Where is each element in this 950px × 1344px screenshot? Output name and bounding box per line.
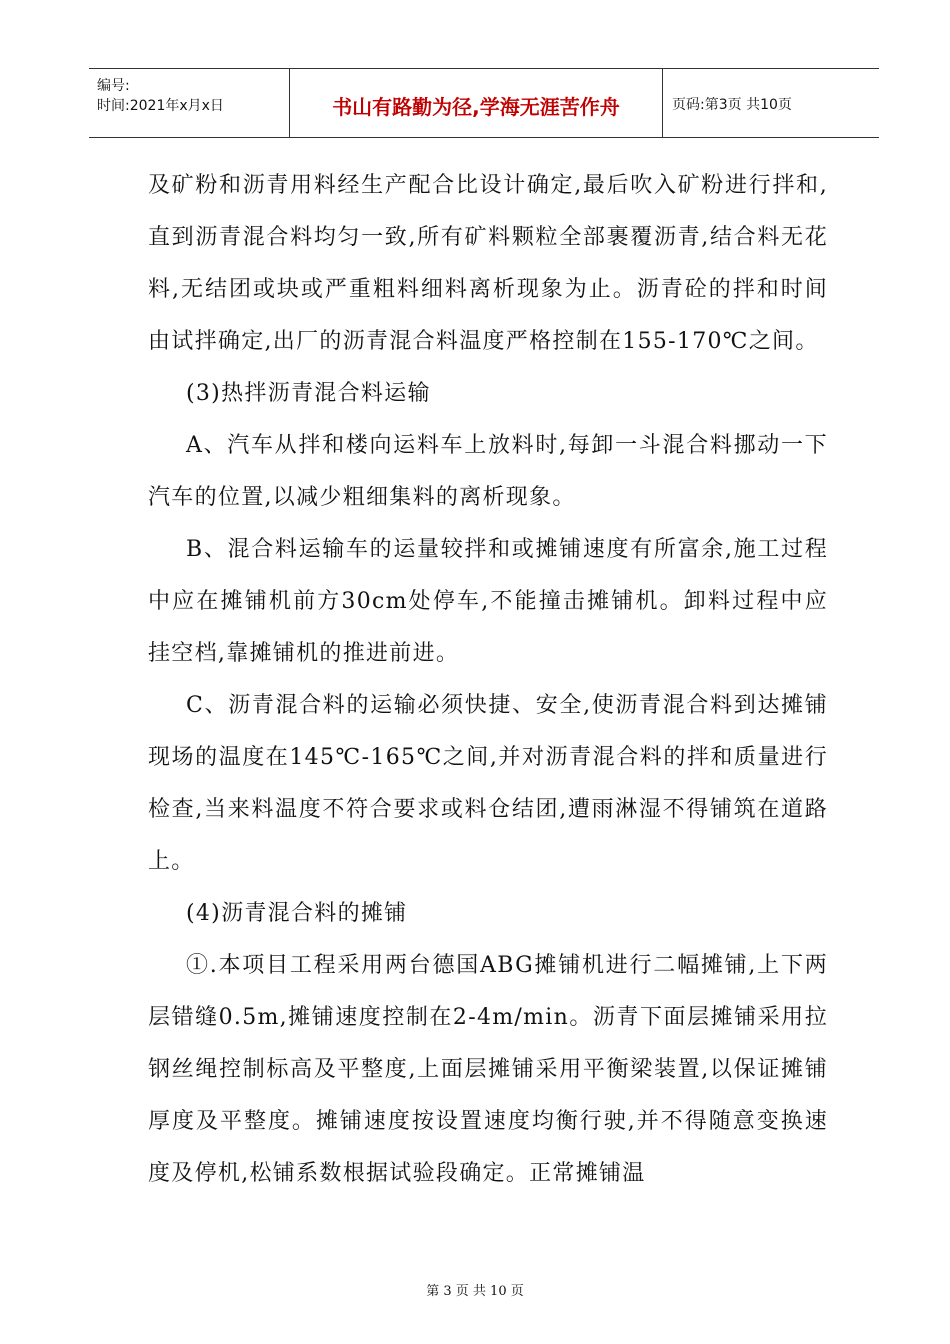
body-paragraph: ①.本项目工程采用两台德国ABG摊铺机进行二幅摊铺,上下两层错缝0.5m,摊铺速度控制在2-4m/min。沥青下面层摊铺采用拉钢丝绳控制标高及平整度,上面层摊铺采用平衡梁装置,以保证摊铺厚度及平整度。摊铺速度按设置速度均衡行驶,并不得随意变换速度及停机,松铺系数根据试验段确定。正常摊铺温 bbox=[148, 953, 828, 1186]
body-paragraph: A、汽车从拌和楼向运料车上放料时,每卸一斗混合料挪动一下汽车的位置,以减少粗细集料的离析现象。 bbox=[148, 433, 828, 510]
header-motto-cell bbox=[289, 69, 663, 137]
document-header bbox=[89, 68, 879, 138]
header-page-cell bbox=[662, 69, 879, 137]
body-paragraph: 及矿粉和沥青用料经生产配合比设计确定,最后吹入矿粉进行拌和,直到沥青混合料均匀一致,所有矿料颗粒全部裹覆沥青,结合料无花料,无结团或块或严重粗料细料离析现象为止。沥青砼的拌和时间由试拌确定,出厂的沥青混合料温度严格控制在155-170℃之间。 bbox=[148, 173, 828, 354]
document-time-label: 时间:2021年x月x日 bbox=[97, 98, 224, 114]
document-body bbox=[148, 160, 828, 1200]
section-heading-paving: (4)沥青混合料的摊铺 bbox=[186, 901, 408, 926]
header-motto: 书山有路勤为径,学海无涯苦作舟 bbox=[332, 95, 620, 119]
header-page-number: 页码:第3页 共10页 bbox=[672, 97, 792, 113]
document-number-label: 编号: bbox=[97, 78, 130, 94]
section-heading-transport: (3)热拌沥青混合料运输 bbox=[186, 381, 431, 406]
body-paragraph: C、沥青混合料的运输必须快捷、安全,使沥青混合料到达摊铺现场的温度在145℃-165℃之间,并对沥青混合料的拌和质量进行检查,当来料温度不符合要求或料仓结团,遭雨淋湿不得铺筑在道路上。 bbox=[148, 693, 828, 874]
page-footer: 第 3 页 共 10 页 bbox=[426, 1284, 524, 1299]
header-meta-cell bbox=[89, 69, 289, 137]
body-paragraph: B、混合料运输车的运量较拌和或摊铺速度有所富余,施工过程中应在摊铺机前方30cm处停车,不能撞击摊铺机。卸料过程中应挂空档,靠摊铺机的推进前进。 bbox=[148, 537, 828, 666]
